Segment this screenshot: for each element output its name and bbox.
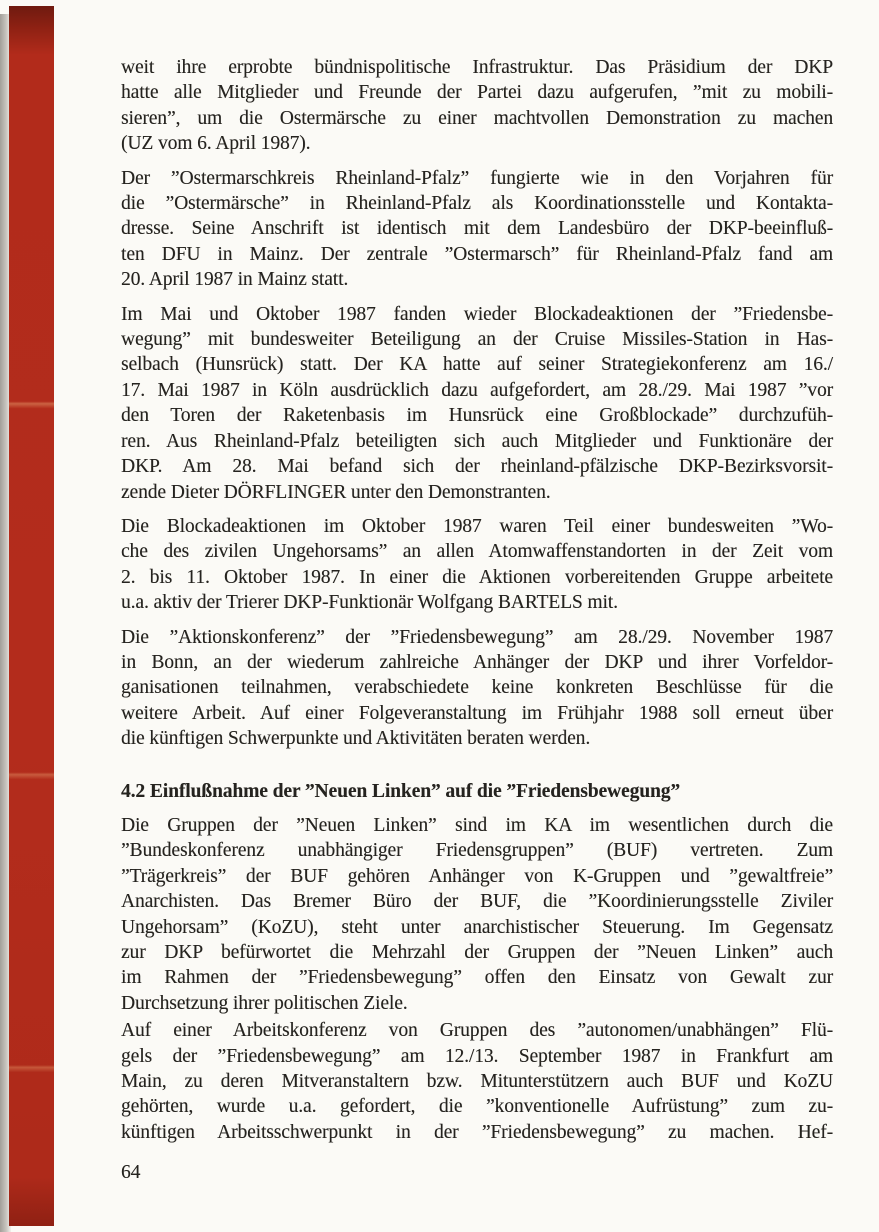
text-column: [121, 55, 833, 1186]
text-line: ”Bundeskonferenz unabhängiger Friedensgruppen” (BUF) vertreten. Zum: [121, 840, 833, 862]
text-line: weitere Arbeit. Auf einer Folgeveranstaltung im Frühjahr 1988 soll erneut über: [121, 702, 833, 724]
paragraph: [121, 1018, 833, 1145]
text-line: zende Dieter DÖRFLINGER unter den Demonstranten.: [121, 481, 551, 503]
text-line: che des zivilen Ungehorsams” an allen Atomwaffenstandorten in der Zeit vom: [121, 541, 833, 563]
text-line: ten DFU in Mainz. Der zentrale ”Ostermarsch” für Rheinland-Pfalz fand am: [121, 243, 833, 265]
text-line: u.a. aktiv der Trierer DKP-Funktionär Wolfgang BARTELS mit.: [121, 592, 618, 614]
text-line: Ungehorsam” (KoZU), steht unter anarchistischer Steuerung. Im Gegensatz: [121, 916, 833, 938]
text-line: 4.2 Einflußnahme der ”Neuen Linken” auf die ”Friedensbewegung”: [121, 780, 681, 802]
paragraph: [121, 302, 833, 505]
text-line: DKP. Am 28. Mai befand sich der rheinland-pfälzische DKP-Bezirksvorsit-: [121, 456, 833, 478]
text-line: Main, zu deren Mitveranstaltern bzw. Mitunterstützern auch BUF und KoZU: [121, 1071, 833, 1093]
text-line: ”Trägerkreis” der BUF gehören Anhänger von K-Gruppen und ”gewaltfreie”: [121, 865, 833, 887]
text-line: ganisationen teilnahmen, verabschiedete keine konkreten Beschlüsse für die: [121, 677, 833, 699]
text-line: Auf einer Arbeitskonferenz von Gruppen des ”autonomen/unabhängen” Flü-: [121, 1020, 833, 1042]
text-line: Die Blockadeaktionen im Oktober 1987 waren Teil einer bundesweiten ”Wo-: [121, 515, 833, 537]
text-line: selbach (Hunsrück) statt. Der KA hatte auf seiner Strategiekonferenz am 16./: [121, 354, 833, 376]
paragraph: [121, 625, 833, 752]
text-line: (UZ vom 6. April 1987).: [121, 133, 311, 155]
page-number: 64: [121, 1162, 141, 1184]
text-line: den Toren der Raketenbasis im Hunsrück eine Großblockade” durchzufüh-: [121, 405, 833, 427]
text-line: gehörten, wurde u.a. gefordert, die ”konventionelle Aufrüstung” zum zu-: [121, 1096, 833, 1118]
text-line: gels der ”Friedensbewegung” am 12./13. September 1987 in Frankfurt am: [121, 1045, 833, 1067]
text-line: Die Gruppen der ”Neuen Linken” sind im KA im wesentlichen durch die: [121, 814, 833, 836]
text-line: sieren”, um die Ostermärsche zu einer machtvollen Demonstration zu machen: [121, 107, 833, 129]
text-line: 17. Mai 1987 in Köln ausdrücklich dazu aufgefordert, am 28./29. Mai 1987 ”vor: [121, 379, 833, 401]
text-line: zur DKP befürwortet die Mehrzahl der Gruppen der ”Neuen Linken” auch: [121, 942, 833, 963]
text-line: hatte alle Mitglieder und Freunde der Partei dazu aufgerufen, ”mit zu mobili-: [121, 82, 833, 104]
text-blocks: [121, 55, 833, 1145]
text-line: 20. April 1987 in Mainz statt.: [121, 269, 349, 291]
paragraph: [121, 514, 833, 616]
text-line: künftigen Arbeitsschwerpunkt in der ”Friedensbewegung” zu machen. Hef-: [121, 1121, 833, 1143]
section-heading: [121, 779, 833, 804]
text-line: die künftigen Schwerpunkte und Aktivitäten beraten werden.: [121, 728, 591, 750]
text-line: 2. bis 11. Oktober 1987. In einer die Aktionen vorbereitenden Gruppe arbeitete: [121, 566, 833, 588]
paragraph: [121, 55, 833, 157]
text-line: im Rahmen der ”Friedensbewegung” offen den Einsatz von Gewalt zur: [121, 967, 833, 989]
text-line: Im Mai und Oktober 1987 fanden wieder Blockadeaktionen der ”Friedensbe-: [121, 303, 833, 325]
text-line: in Bonn, an der wiederum zahlreiche Anhänger der DKP und ihrer Vorfeldor-: [121, 651, 833, 673]
text-line: Der ”Ostermarschkreis Rheinland-Pfalz” fungierte wie in den Vorjahren für: [121, 167, 833, 189]
text-line: ren. Aus Rheinland-Pfalz beteiligten sich auch Mitglieder und Funktionäre der: [121, 430, 833, 452]
text-line: dresse. Seine Anschrift ist identisch mit dem Landesbüro der DKP-beeinfluß-: [121, 218, 833, 240]
paragraph: [121, 166, 833, 293]
text-line: wegung” mit bundesweiter Beteiligung an der Cruise Missiles-Station in Has-: [121, 329, 833, 351]
text-line: Die ”Aktionskonferenz” der ”Friedensbewegung” am 28./29. November 1987: [121, 626, 833, 648]
text-line: Durchsetzung ihrer politischen Ziele.: [121, 992, 408, 1014]
text-line: die ”Ostermärsche” in Rheinland-Pfalz als Koordinationsstelle und Kontakta-: [121, 193, 833, 215]
paragraph: [121, 813, 833, 1016]
book-binding-strip: [9, 6, 54, 1226]
text-line: weit ihre erprobte bündnispolitische Infrastruktur. Das Präsidium der DKP: [121, 57, 833, 78]
text-line: Anarchisten. Das Bremer Büro der BUF, die ”Koordinierungsstelle Ziviler: [121, 891, 833, 913]
